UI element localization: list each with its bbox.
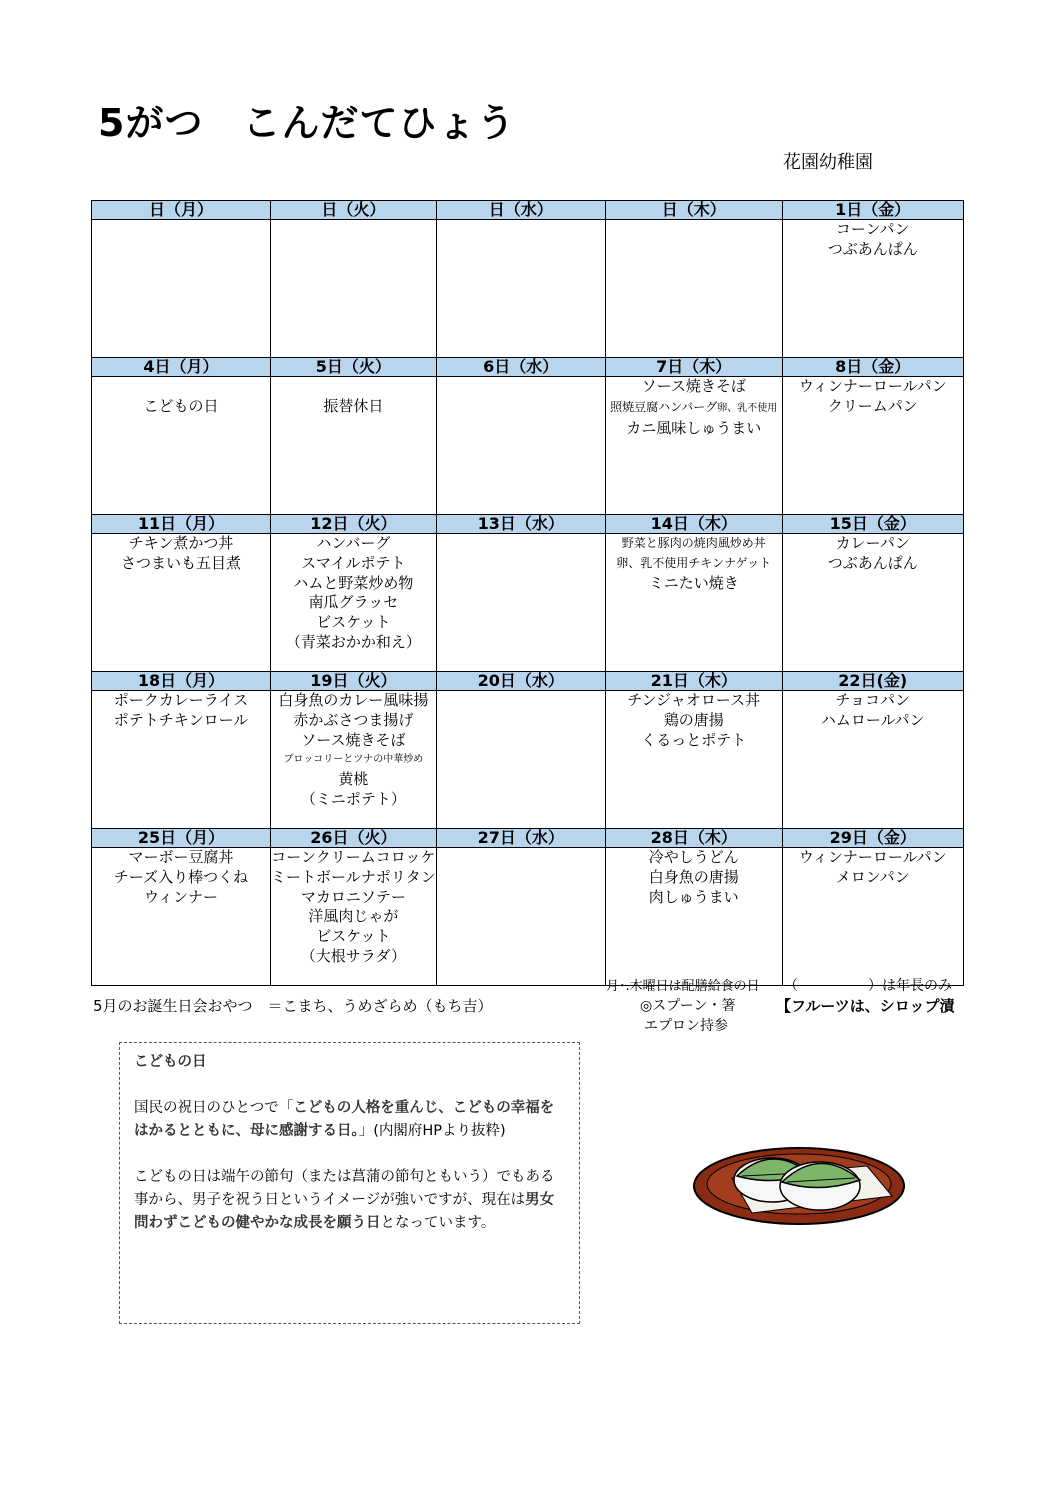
menu-item: さつまいも五目煮: [120, 553, 241, 572]
week-header-row: [92, 358, 964, 377]
week-menu-row: [92, 534, 964, 672]
day-menu-cell: [436, 377, 605, 515]
day-menu-cell: [605, 848, 782, 986]
day-menu-cell: [271, 220, 437, 358]
week-menu-row: [92, 691, 964, 829]
info-p2-a: こどもの日は端午の節句（または菖蒲の節句ともいう）でもある事から、男子を祝う日というイメージが強いですが、現在は: [134, 1169, 555, 1208]
menu-item: チョコパン: [835, 691, 910, 709]
day-menu-cell: [271, 377, 437, 515]
day-menu-cell: [436, 848, 605, 986]
info-p1-c: 」(内閣府HPより抜粋): [358, 1123, 506, 1139]
menu-item: つぶあんぱん: [827, 239, 918, 258]
day-header: 日（月）: [92, 201, 271, 220]
day-header: 8日（金）: [782, 358, 963, 377]
day-menu-cell: [271, 691, 437, 829]
day-header: 20日（水）: [436, 672, 605, 691]
menu-item: ハンバーグ: [316, 534, 391, 552]
birthday-note: 5月のお誕生日会おやつ ＝こまち、うめざらめ（もち吉）: [93, 997, 493, 1015]
day-menu-cell: [605, 377, 782, 515]
menu-item: つぶあんぱん: [827, 553, 918, 572]
menu-item: ソース焼きそば: [301, 730, 406, 749]
menu-item: [606, 397, 782, 419]
menu-item: チンジャオロース丼: [627, 691, 761, 709]
day-menu-cell: [782, 691, 963, 829]
info-paragraph-1: [134, 1097, 565, 1143]
day-menu-cell: [782, 534, 963, 672]
day-header: 19日（火）: [271, 672, 437, 691]
day-menu-cell: [605, 534, 782, 672]
delivery-note: 月･.木曜日は配膳給食の日: [606, 979, 760, 994]
day-header: 日（火）: [271, 201, 437, 220]
day-header: 13日（水）: [436, 515, 605, 534]
menu-item: 肉しゅうまい: [648, 887, 739, 906]
menu-item: 冷やしうどん: [648, 848, 739, 866]
day-header: 26日（火）: [271, 829, 437, 848]
info-p1-b: こどもの人格を重んじ、こどもの幸福をはかるとともに、母に感謝する日。: [134, 1100, 555, 1139]
day-menu-cell: [782, 377, 963, 515]
menu-calendar: [91, 200, 964, 986]
menu-item: 鶏の唐揚: [663, 710, 724, 729]
day-menu-cell: [605, 691, 782, 829]
menu-item: マカロニソテー: [300, 887, 406, 906]
day-menu-cell: [782, 220, 963, 358]
menu-item: ハムと野菜炒め物: [293, 573, 414, 592]
menu-item: （ミニポテト）: [300, 789, 406, 808]
day-header: 5日（火）: [271, 358, 437, 377]
day-header: 27日（水）: [436, 829, 605, 848]
info-p1-a: 国民の祝日のひとつで「: [134, 1100, 294, 1116]
menu-item: ハムロールパン: [820, 710, 925, 729]
day-menu-cell: [92, 220, 271, 358]
day-header: 11日（月）: [92, 515, 271, 534]
menu-item: スマイルポテト: [301, 553, 406, 572]
menu-item-name: 照焼豆腐ハンバーグ: [610, 399, 718, 414]
menu-item: 赤かぶさつま揚げ: [293, 710, 414, 729]
page-title: 5がつ こんだてひょう: [98, 101, 516, 145]
day-menu-cell: [92, 691, 271, 829]
day-header: 18日（月）: [92, 672, 271, 691]
week-header-row: [92, 672, 964, 691]
menu-item: こどもの日: [143, 396, 219, 415]
menu-item: [92, 377, 270, 397]
week-menu-row: [92, 377, 964, 515]
day-header: 7日（木）: [605, 358, 782, 377]
menu-item: 野菜と豚肉の焼肉風炒め丼: [621, 536, 766, 550]
menu-item: 振替休日: [323, 396, 384, 415]
day-header: 25日（月）: [92, 829, 271, 848]
day-menu-cell: [782, 848, 963, 986]
week-header-row: [92, 829, 964, 848]
menu-item: メロンパン: [835, 867, 910, 886]
menu-item: 白身魚のカレー風味揚: [278, 691, 429, 709]
apron-note: エプロン持参: [644, 1018, 728, 1034]
menu-item: （青菜おかか和え）: [285, 632, 421, 651]
day-header: 28日（木）: [605, 829, 782, 848]
menu-item: ウィンナー: [143, 887, 219, 906]
menu-item: 洋風肉じゃが: [308, 907, 399, 926]
day-menu-cell: [92, 848, 271, 986]
fruit-note: 【フルーツは、シロップ漬: [776, 997, 955, 1015]
school-name: 花園幼稚園: [783, 152, 873, 173]
week-menu-row: [92, 848, 964, 986]
info-paragraph-2: [134, 1166, 565, 1235]
day-menu-cell: [92, 534, 271, 672]
menu-item: チーズ入り棒つくね: [113, 867, 249, 886]
menu-item: 南瓜グラッセ: [308, 593, 399, 612]
info-heading: こどもの日: [134, 1054, 207, 1070]
info-box: [119, 1042, 580, 1324]
menu-item: コーンパン: [835, 220, 910, 238]
info-p2-b: 男女問わずこどもの健やかな成長を願う日: [134, 1192, 555, 1231]
menu-item: くるっとポテト: [641, 730, 747, 749]
day-menu-cell: [92, 377, 271, 515]
day-menu-cell: [436, 220, 605, 358]
senior-note: （ ）は年長のみ: [784, 978, 952, 994]
menu-item: ブロッコリーとツナの中華炒め: [283, 754, 424, 766]
day-menu-cell: [605, 220, 782, 358]
day-header: 29日（金）: [782, 829, 963, 848]
day-header: 1日（金）: [782, 201, 963, 220]
week-menu-row: [92, 220, 964, 358]
info-p2-c: となっています。: [380, 1215, 496, 1231]
day-header: 4日（月）: [92, 358, 271, 377]
day-menu-cell: [436, 691, 605, 829]
menu-item: マーボー豆腐丼: [128, 848, 234, 866]
day-header: 日（木）: [605, 201, 782, 220]
menu-item: ウィンナーロールパン: [798, 848, 947, 866]
menu-item: ミニたい焼き: [648, 573, 739, 592]
day-header: 日（水）: [436, 201, 605, 220]
menu-item: ビスケット: [316, 613, 391, 632]
menu-item: ポークカレーライス: [113, 691, 249, 709]
menu-item: （大根サラダ）: [300, 946, 406, 965]
day-menu-cell: [271, 848, 437, 986]
menu-item: ビスケット: [316, 927, 391, 946]
menu-item: 白身魚の唐揚: [648, 867, 739, 886]
day-menu-cell: [436, 534, 605, 672]
day-header: 22日(金): [782, 672, 963, 691]
menu-item: ミートボールナポリタン: [271, 867, 436, 886]
menu-item: 卵、乳不使用チキンナゲット: [616, 555, 772, 570]
week-header-row: [92, 201, 964, 220]
menu-item: [271, 377, 436, 397]
day-header: 15日（金）: [782, 515, 963, 534]
menu-item: チキン煮かつ丼: [128, 534, 234, 552]
menu-item: ウィンナーロールパン: [798, 377, 947, 395]
menu-item: クリームパン: [827, 396, 918, 415]
menu-item: ポテトチキンロール: [113, 710, 249, 729]
kashiwa-mochi-illustration: [692, 1138, 907, 1228]
week-header-row: [92, 515, 964, 534]
day-header: 21日（木）: [605, 672, 782, 691]
allergy-note: 卵、乳不使用: [717, 402, 778, 414]
menu-item: カレーパン: [835, 534, 910, 552]
menu-item: コーンクリームコロッケ: [271, 848, 436, 866]
menu-item: 黄桃: [338, 770, 369, 789]
day-menu-cell: [271, 534, 437, 672]
menu-item: カニ風味しゅうまい: [626, 418, 762, 437]
spoon-note: ◎スプーン・箸: [640, 998, 736, 1014]
day-header: 6日（水）: [436, 358, 605, 377]
day-header: 14日（木）: [605, 515, 782, 534]
day-header: 12日（火）: [271, 515, 437, 534]
menu-item: ソース焼きそば: [641, 377, 746, 395]
